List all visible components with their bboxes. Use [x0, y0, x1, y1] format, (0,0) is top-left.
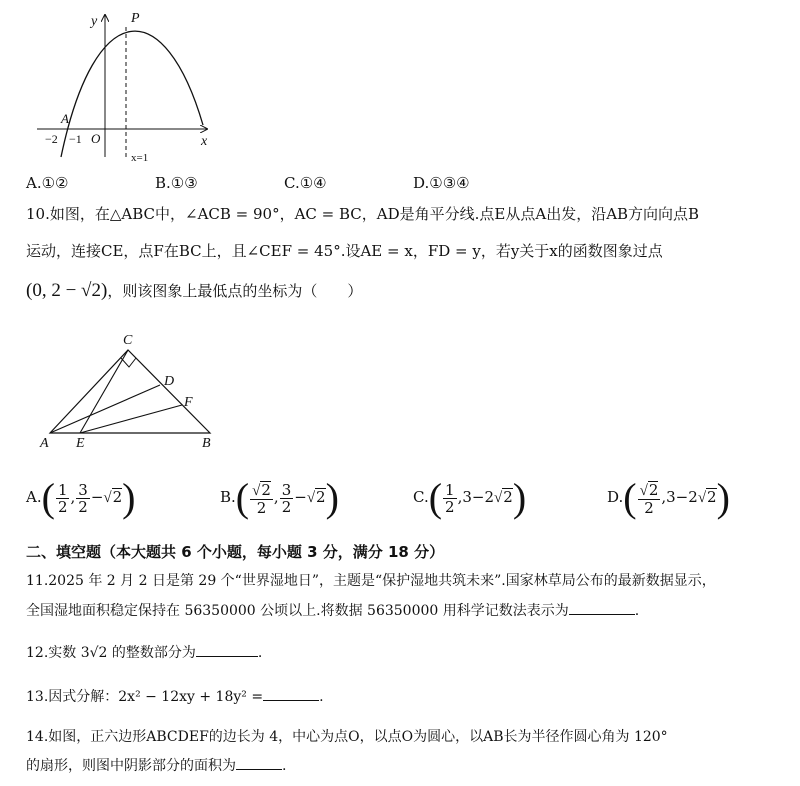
- right-angle-mark: [121, 358, 136, 367]
- q14-line-2: 的扇形，则图中阴影部分的面积为 .: [26, 755, 286, 777]
- q10-point: (0, 2 − √2): [26, 280, 108, 301]
- q14-line-1: 14.如图，正六边形ABCDEF的边长为 4，中心为点O，以点O为圆心，以AB长为半径作圆心角为 120°: [26, 729, 668, 745]
- q10-line-3: [26, 280, 362, 302]
- q11-answer-blank[interactable]: [569, 600, 635, 615]
- label-c: C: [123, 333, 133, 348]
- q12: 12.实数 3√2 的整数部分为 .: [26, 642, 262, 664]
- section-2-title: 二、填空题（本大题共 6 个小题，每小题 3 分，满分 18 分）: [26, 543, 445, 561]
- label-f: F: [184, 395, 193, 410]
- tick-minus-2: −2: [45, 132, 58, 146]
- q10-option-d[interactable]: D.( $\frac{√2}{2}$ ,3−2√2): [607, 475, 730, 520]
- q9-option-d[interactable]: D.①③④: [413, 174, 470, 192]
- x-equals-1-label: x=1: [131, 152, 149, 164]
- triangle-abc: [50, 350, 210, 433]
- q10-triangle-figure: [30, 330, 230, 450]
- origin-label: O: [91, 131, 101, 146]
- a-label: A: [61, 111, 69, 126]
- q10-question: ，则该图象上最低点的坐标为（ ）: [107, 282, 363, 300]
- q13-answer-blank[interactable]: [263, 686, 319, 701]
- tick-minus-1: −1: [69, 132, 82, 146]
- q9-option-c[interactable]: C.①④: [284, 174, 327, 192]
- q10-line-2: 运动，连接CE，点F在BC上，且∠CEF = 45°.设AE = x，FD = y，若y关于x的函数图象过点: [26, 242, 663, 260]
- label-d: D: [164, 374, 175, 389]
- q13: 13.因式分解：2x² − 12xy + 18y² = .: [26, 686, 324, 708]
- q14-answer-blank[interactable]: [236, 755, 282, 770]
- q10-option-c[interactable]: C.( $\frac{1}{2}$ ,3−2√2): [413, 475, 527, 520]
- q11-line-2: 全国湿地面积稳定保持在 56350000 公顷以上.将数据 56350000 用科学记数法表示为 .: [26, 600, 639, 622]
- q12-answer-blank[interactable]: [196, 642, 258, 657]
- q11-line-1: 11.2025 年 2 月 2 日是第 29 个“世界湿地日”，主题是“保护湿地共筑未来”.国家林草局公布的最新数据显示，: [26, 573, 716, 589]
- q9-option-b[interactable]: B.①③: [155, 174, 198, 192]
- y-axis-label: y: [91, 14, 98, 29]
- q10-option-a[interactable]: A.( $\frac{1}{2}$ , $\frac{3}{2}$ −√2): [26, 475, 136, 520]
- label-a: A: [40, 436, 49, 450]
- parabola-curve: [61, 31, 203, 157]
- label-b: B: [202, 436, 211, 450]
- segment-ef: [80, 405, 182, 433]
- x-axis-label: x: [201, 134, 208, 149]
- q9-parabola-figure: [25, 5, 225, 165]
- label-e: E: [76, 436, 85, 450]
- q10-option-b[interactable]: B.( $\frac{√2}{2}$ , $\frac{3}{2}$ −√2): [220, 475, 339, 520]
- p-label: P: [131, 11, 140, 26]
- q9-option-a[interactable]: A.①②: [26, 174, 69, 192]
- segment-ce: [80, 350, 128, 433]
- q10-line-1: 10.如图，在△ABC中，∠ACB = 90°，AC = BC，AD是角平分线.点E从点A出发，沿AB方向向点B: [26, 205, 700, 223]
